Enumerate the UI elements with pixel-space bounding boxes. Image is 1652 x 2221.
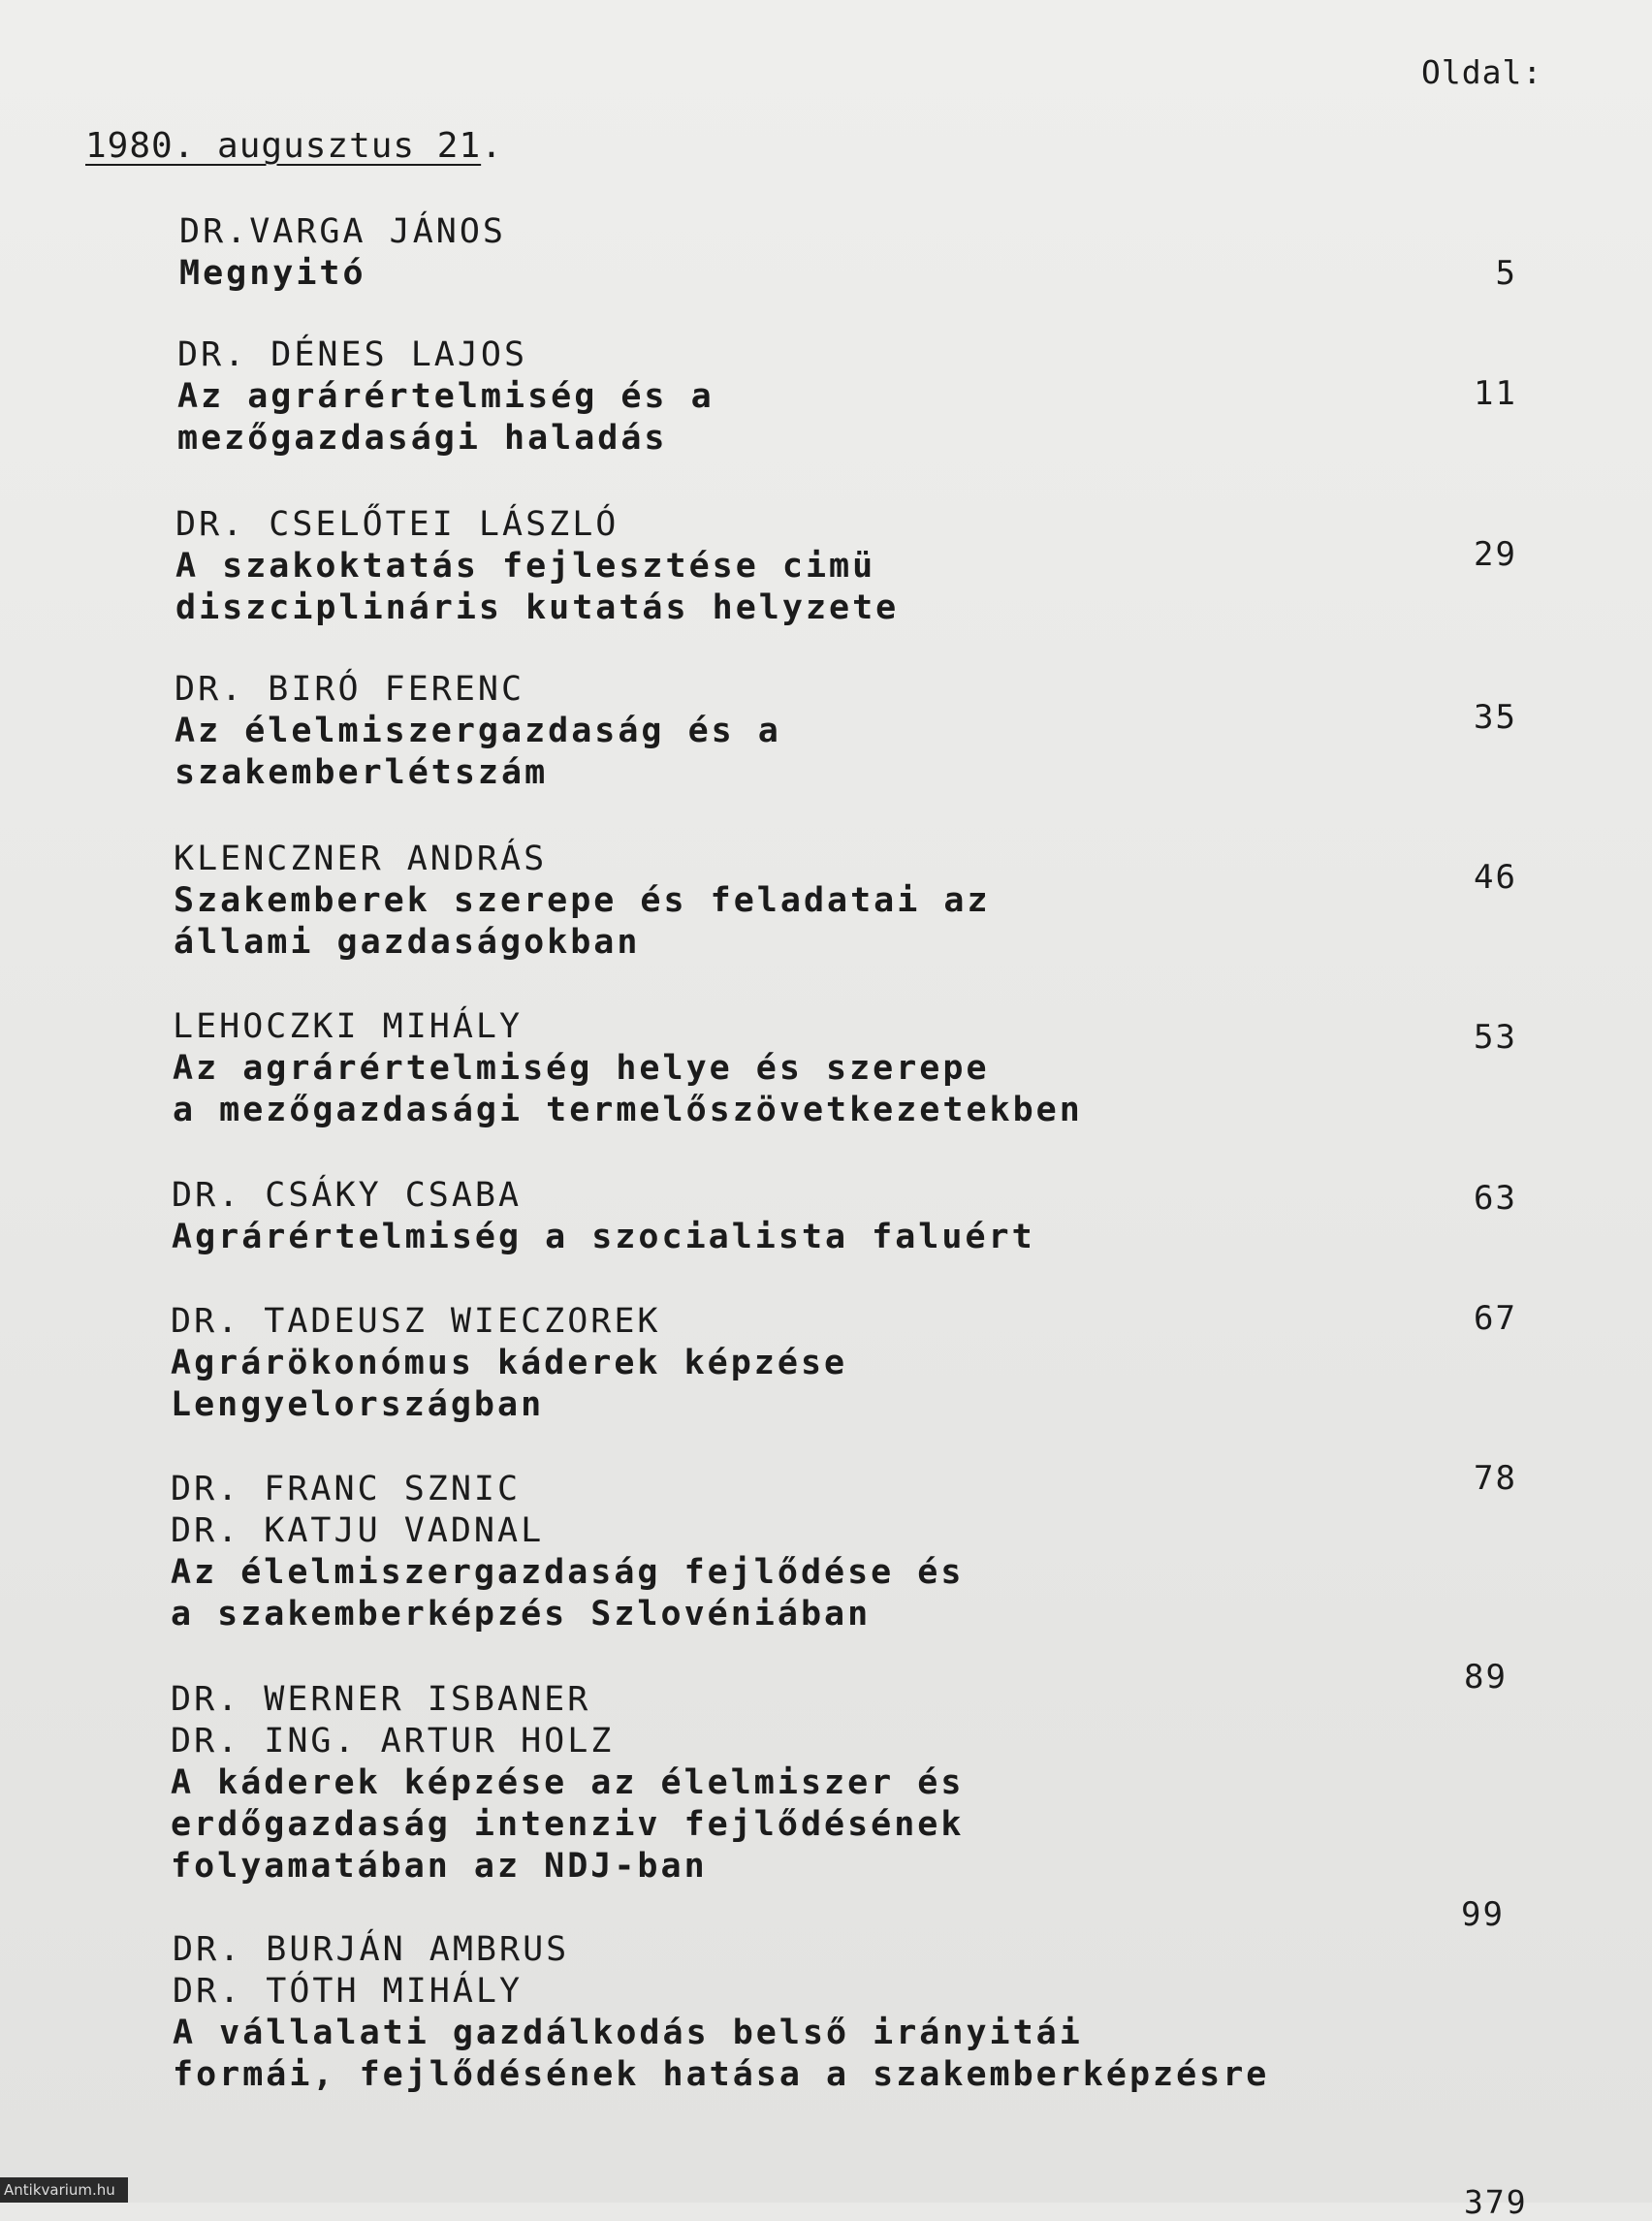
entry-page-number: 35 <box>1474 698 1517 737</box>
toc-entry <box>179 211 506 295</box>
entry-page-number: 5 <box>1495 254 1517 293</box>
entry-author: DR. WERNER ISBANER <box>171 1680 591 1719</box>
entry-title-line: diszciplináris kutatás helyzete <box>175 588 900 627</box>
entry-title-line: A vállalati gazdálkodás belső irányitái <box>173 2014 1083 2052</box>
toc-entry <box>173 1006 1083 1131</box>
entry-title-line: A káderek képzése az élelmiszer és <box>171 1763 965 1802</box>
entry-page-number: 63 <box>1474 1179 1517 1218</box>
entry-author: KLENCZNER ANDRÁS <box>174 840 548 878</box>
entry-title-line: folyamatában az NDJ-ban <box>171 1847 708 1886</box>
entry-author: DR. KATJU VADNAL <box>171 1511 545 1550</box>
footer-page-number: 379 <box>1464 2183 1528 2221</box>
entry-title-line: Lengyelországban <box>171 1385 545 1424</box>
entry-title-line: formái, fejlődésének hatása a szakemberképzésre <box>173 2055 1270 2094</box>
entry-author: DR. FRANC SZNIC <box>171 1470 522 1508</box>
entry-title-line: Szakemberek szerepe és feladatai az <box>174 881 991 920</box>
entry-title-line: Az agrárértelmiség és a <box>177 377 715 416</box>
toc-entry <box>171 1469 964 1635</box>
entry-title-line: állami gazdaságokban <box>174 923 641 962</box>
entry-page-number: 78 <box>1474 1459 1517 1498</box>
entry-title-line: Az agrárértelmiség helye és szerepe <box>173 1049 990 1088</box>
entry-author: DR. CSÁKY CSABA <box>172 1176 523 1215</box>
entry-title-line: szakemberlétszám <box>175 753 549 792</box>
session-date-period: . <box>481 126 503 166</box>
entry-page-number: 11 <box>1474 374 1517 413</box>
session-date: 1980. augusztus 21 <box>85 126 482 166</box>
entry-title-line: a mezőgazdasági termelőszövetkezetekben <box>173 1091 1083 1129</box>
session-date-heading <box>85 126 503 166</box>
entry-author: LEHOCZKI MIHÁLY <box>173 1007 524 1046</box>
entry-page-number: 46 <box>1474 858 1517 897</box>
entry-author: DR. DÉNES LAJOS <box>177 335 528 374</box>
entry-title-line: Az élelmiszergazdaság és a <box>175 712 781 750</box>
entry-title-line: a szakemberképzés Szlovéniában <box>171 1595 872 1634</box>
toc-entry <box>171 1301 847 1426</box>
toc-entry <box>174 839 991 964</box>
toc-entry <box>175 669 781 794</box>
toc-entry <box>173 1929 1269 2096</box>
entry-page-number: 99 <box>1461 1895 1505 1934</box>
toc-entry <box>175 504 899 629</box>
entry-author: DR. ING. ARTUR HOLZ <box>171 1722 615 1761</box>
page-column-heading: Oldal: <box>1421 53 1543 91</box>
entry-author: DR. TÓTH MIHÁLY <box>173 1972 524 2011</box>
entry-title-line: mezőgazdasági haladás <box>177 419 668 458</box>
entry-title-line: Az élelmiszergazdaság fejlődése és <box>171 1553 965 1592</box>
entry-author: DR.VARGA JÁNOS <box>179 212 507 251</box>
entry-title-line: Megnyitó <box>179 254 366 293</box>
entry-author: DR. BURJÁN AMBRUS <box>173 1930 570 1969</box>
entry-page-number: 89 <box>1464 1658 1508 1697</box>
entry-page-number: 67 <box>1474 1299 1517 1338</box>
entry-page-number: 29 <box>1474 535 1517 574</box>
entry-title-line: A szakoktatás fejlesztése cimü <box>175 547 876 586</box>
toc-entry <box>177 334 715 460</box>
entry-author: DR. TADEUSZ WIECZOREK <box>171 1302 661 1341</box>
site-watermark: Antikvarium.hu <box>0 2177 128 2203</box>
entry-author: DR. BIRÓ FERENC <box>175 670 525 709</box>
toc-entry <box>171 1679 964 1888</box>
entry-title-line: erdőgazdaság intenziv fejlődésének <box>171 1805 965 1844</box>
entry-page-number: 53 <box>1474 1018 1517 1057</box>
entry-title-line: Agrárértelmiség a szocialista faluért <box>172 1218 1035 1256</box>
entry-title-line: Agrárökonómus káderek képzése <box>171 1344 848 1382</box>
entry-author: DR. CSELŐTEI LÁSZLÓ <box>175 505 620 544</box>
toc-entry <box>172 1175 1035 1258</box>
